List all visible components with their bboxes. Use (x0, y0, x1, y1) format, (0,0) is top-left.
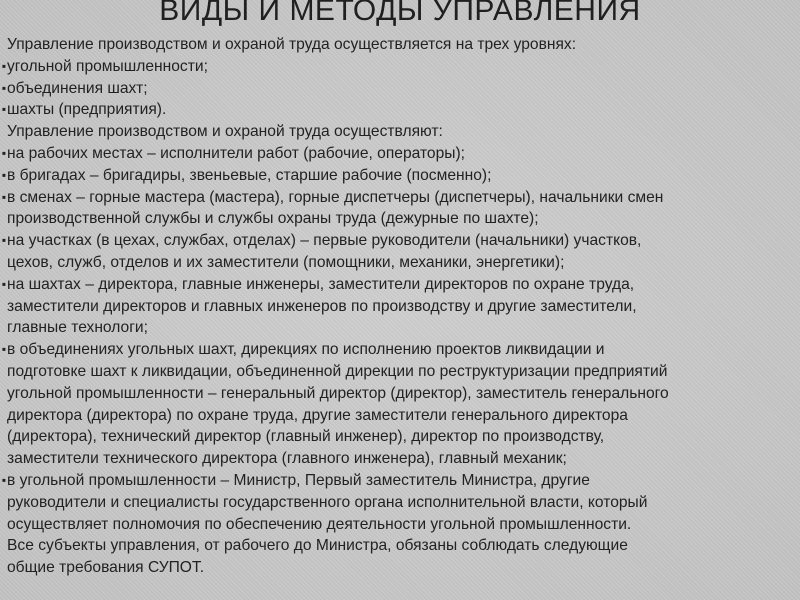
slide-title: ВИДЫ И МЕТОДЫ УПРАВЛЕНИЯ (159, 0, 641, 27)
line-text: на рабочих местах – исполнители работ (рабочие, операторы); (7, 144, 466, 162)
line-text: на шахтах – директора, главные инженеры, заместители директоров по охране труда, (7, 275, 635, 293)
bullet-marker-icon: ▪ (1, 342, 7, 357)
line-text: в объединениях угольных шахт, дирекциях по исполнению проектов ликвидации и (7, 341, 605, 359)
text-line (0, 405, 790, 427)
line-text: общие требования СУПОТ. (7, 559, 205, 577)
line-text: цехов, служб, отделов и их заместители (помощники, механики, энергетики); (7, 253, 565, 271)
text-line (0, 448, 790, 470)
bullet-marker-icon: ▪ (1, 80, 7, 95)
line-text: угольной промышленности; (7, 57, 208, 75)
text-line (0, 426, 790, 448)
bullet-line (0, 56, 790, 78)
bullet-marker-icon: ▪ (1, 233, 7, 248)
line-text: подготовке шахт к ликвидации, объединенной дирекции по реструктуризации предприятий (7, 362, 668, 380)
bullet-line (0, 165, 790, 187)
line-text: угольной промышленности – генеральный директор (директор), заместитель генерального (7, 384, 669, 402)
bullet-line (0, 143, 790, 165)
bullet-marker-icon: ▪ (1, 167, 7, 182)
bullet-marker-icon: ▪ (1, 276, 7, 291)
line-text: главные технологи; (7, 319, 148, 337)
line-text: Управление производством и охраной труда осуществляют: (7, 123, 443, 141)
bullet-line (0, 274, 790, 296)
text-line (0, 208, 790, 230)
line-text: заместители директоров и главных инженеров по производству и другие заместители, (7, 297, 637, 315)
text-line (0, 317, 790, 339)
bullet-line (0, 78, 790, 100)
text-line (0, 121, 790, 143)
line-text: директора (директора) по охране труда, другие заместители генерального директора (7, 406, 628, 424)
line-text: шахты (предприятия). (7, 101, 167, 119)
line-text: заместители технического директора (главного инженера), главный механик; (7, 450, 567, 468)
line-text: руководители и специалисты государственного органа исполнительной власти, который (7, 493, 648, 511)
bullet-marker-icon: ▪ (1, 472, 7, 487)
line-text: в угольной промышленности – Министр, Первый заместитель Министра, другие (7, 471, 590, 489)
line-text: на участках (в цехах, службах, отделах) – первые руководители (начальники) участков, (7, 232, 642, 250)
bullet-marker-icon: ▪ (1, 58, 7, 73)
text-line (0, 383, 790, 405)
text-line (0, 252, 790, 274)
line-text: (директора), технический директор (главный инженер), директор по производству, (7, 428, 605, 446)
line-text: Управление производством и охраной труда осуществляется на трех уровнях: (7, 36, 577, 53)
text-line (0, 557, 790, 579)
bullet-line (0, 339, 790, 361)
line-text: в сменах – горные мастера (мастера), горные диспетчеры (диспетчеры), начальники смен (7, 188, 664, 206)
bullet-line (0, 230, 790, 252)
line-text: объединения шахт; (7, 79, 148, 97)
bullet-line (0, 187, 790, 209)
line-text: в бригадах – бригадиры, звеньевые, старшие рабочие (посменно); (7, 166, 492, 184)
text-line (0, 492, 790, 514)
bullet-marker-icon: ▪ (1, 102, 7, 117)
bullet-marker-icon: ▪ (1, 145, 7, 160)
text-line (0, 34, 790, 56)
line-text: осуществляет полномочия по обеспечению деятельности угольной промышленности. (7, 515, 632, 533)
bullet-line (0, 470, 790, 492)
text-line (0, 296, 790, 318)
line-text: Все субъекты управления, от рабочего до Министра, обязаны соблюдать следующие (7, 537, 628, 555)
bullet-line (0, 99, 790, 121)
text-line (0, 535, 790, 557)
slide-body (0, 34, 790, 579)
line-text: производственной службы и службы охраны труда (дежурные по шахте); (7, 210, 539, 228)
text-line (0, 361, 790, 383)
bullet-marker-icon: ▪ (1, 189, 7, 204)
text-line (0, 514, 790, 536)
